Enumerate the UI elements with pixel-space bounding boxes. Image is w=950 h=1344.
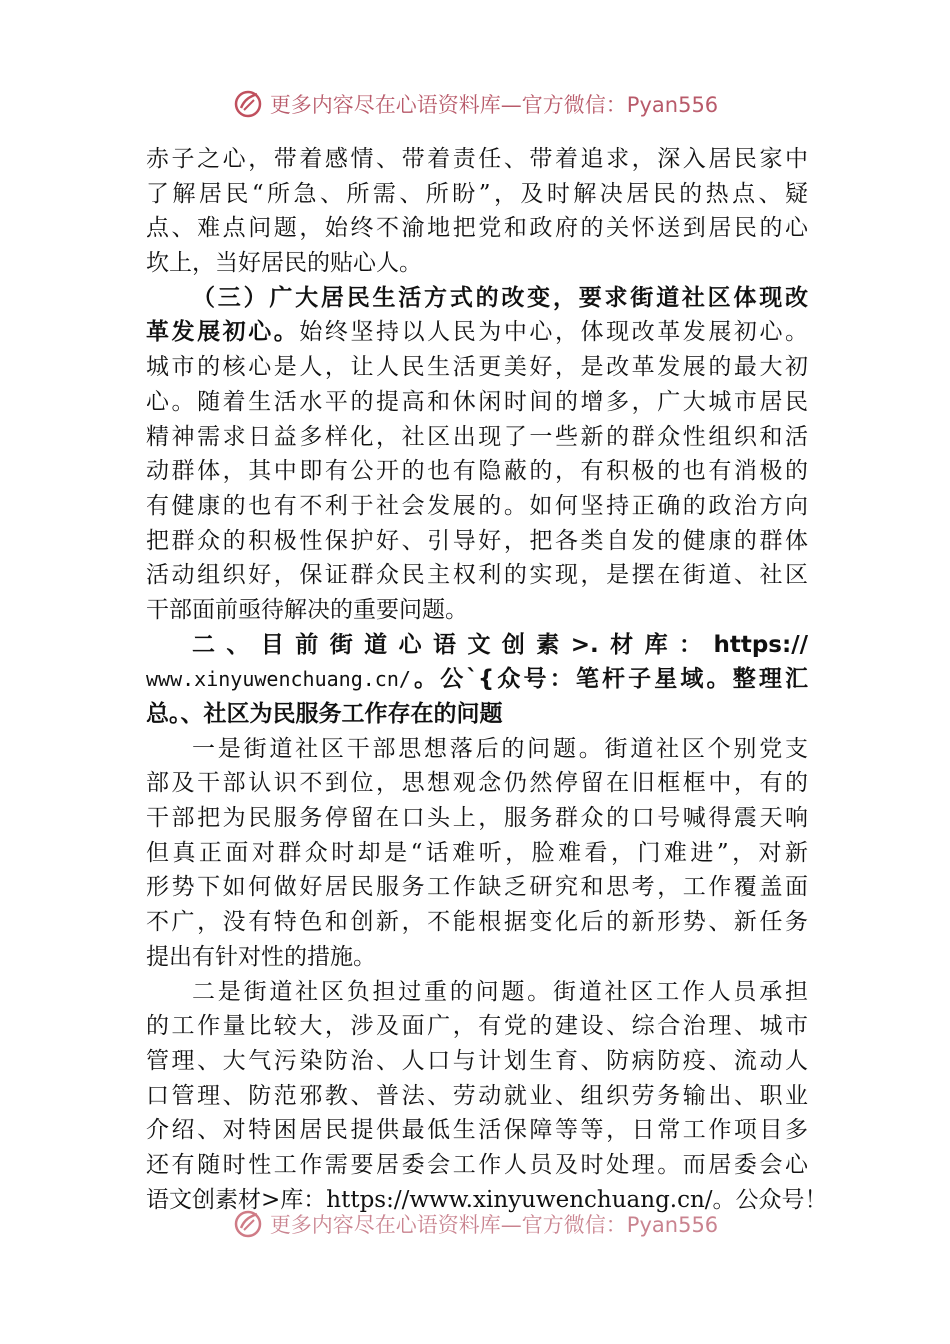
text-line: 的工作量比较大，涉及面广，有党的建设、综合治理、城市	[146, 1013, 808, 1040]
heading-text: 。公`{众号：笔杆子星域。整理汇	[410, 666, 808, 693]
section-heading-line: 总。、社区为民服务工作存在的问题	[146, 701, 503, 727]
text-line: 管理、大气污染防治、人口与计划生育、防病防疫、流动人	[146, 1047, 808, 1074]
header-watermark-text: 更多内容尽在心语资料库—官方微信：Pyan556	[269, 93, 719, 117]
text-line: 部及干部认识不到位，思想观念仍然停留在旧框框中，有的	[146, 770, 808, 797]
text-line: 精神需求日益多样化，社区出现了一些新的群众性组织和活	[146, 423, 808, 450]
text-line: 还有随时性工作需要居委会工作人员及时处理。而居委会心	[146, 1151, 808, 1178]
text-line: 但真正面对群众时却是“话难听，脸难看，门难进”，对新	[146, 839, 808, 866]
text-line: 活动组织好，保证群众民主权利的实现，是摆在街道、社区	[146, 562, 808, 589]
text-line: 二是街道社区负担过重的问题。街道社区工作人员承担	[192, 978, 808, 1005]
section-heading-line	[146, 662, 808, 697]
text-line: 干部把为民服务停留在口头上，服务群众的口号喊得震天响	[146, 805, 808, 832]
document-body	[146, 142, 828, 1217]
text-line: 干部面前亟待解决的重要问题。	[146, 596, 468, 623]
logo-icon	[232, 88, 264, 120]
text-line: 口管理、防范邪教、普法、劳动就业、组织劳务输出、职业	[146, 1082, 808, 1109]
url-text: www.xinyuwenchuang.cn/	[146, 667, 411, 692]
text-line: 赤子之心，带着感情、带着责任、带着追求，深入居民家中	[146, 146, 808, 172]
text-line: 一是街道社区干部思想落后的问题。街道社区个别党支	[192, 735, 808, 762]
text-line	[146, 315, 808, 350]
text-line: 语文创素材>库：https://www.xinyuwenchuang.cn/。公众号！	[146, 1186, 828, 1213]
footer-watermark-text: 更多内容尽在心语资料库—官方微信：Pyan556	[269, 1213, 719, 1237]
text-span: 始终坚持以人民为中心，体现改革发展初心。	[299, 319, 809, 346]
subheading-continuation: 革发展初心。	[146, 318, 300, 346]
text-line: 介绍、对特困居民提供最低生活保障等等，日常工作项目多	[146, 1117, 808, 1144]
text-line: 心。随着生活水平的提高和休闲时间的增多，广大城市居民	[146, 388, 808, 415]
section-heading-line: 二、目前街道心语文创素>.材库：https://	[192, 631, 808, 658]
text-line: 坎上，当好居民的贴心人。	[146, 250, 422, 277]
text-line: 动群体，其中即有公开的也有隐蔽的，有积极的也有消极的	[146, 458, 808, 485]
text-line: 把群众的积极性保护好、引导好，把各类自发的健康的群体	[146, 527, 808, 554]
header-watermark	[0, 86, 950, 122]
text-line: 形势下如何做好居民服务工作缺乏研究和思考，工作覆盖面	[146, 874, 808, 901]
text-line: 不广，没有特色和创新，不能根据变化后的新形势、新任务	[146, 909, 808, 936]
text-line: 提出有针对性的措施。	[146, 943, 376, 970]
logo-icon	[232, 1208, 264, 1240]
text-line: 城市的核心是人，让人民生活更美好，是改革发展的最大初	[146, 354, 808, 381]
subheading-line: （三）广大居民生活方式的改变，要求街道社区体现改	[192, 283, 808, 311]
text-line: 有健康的也有不利于社会发展的。如何坚持正确的政治方向	[146, 492, 808, 519]
text-line: 点、难点问题，始终不渝地把党和政府的关怀送到居民的心	[146, 215, 808, 242]
footer-watermark	[0, 1206, 950, 1242]
text-line: 了解居民“所急、所需、所盼”，及时解决居民的热点、疑	[146, 180, 808, 207]
